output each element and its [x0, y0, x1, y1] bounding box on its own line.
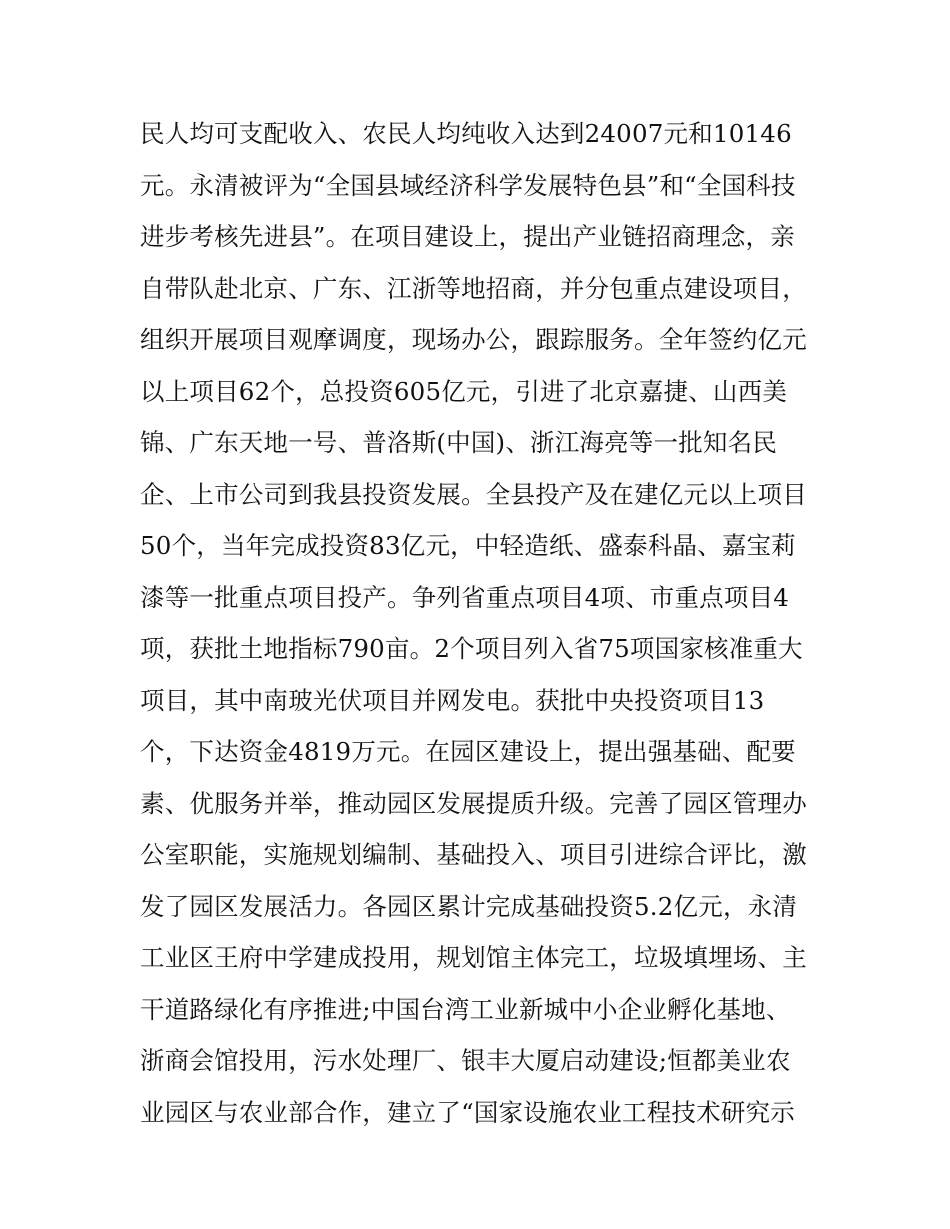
- text-line-1: 民人均可支配收入、农民人均纯收入达到24007元和10146: [140, 119, 792, 148]
- text-line-18: 干道路绿化有序推进;中国台湾工业新城中小企业孵化基地、: [140, 994, 791, 1024]
- text-line-3: 进步考核先进县”。在项目建设上，提出产业链招商理念，亲: [140, 222, 795, 251]
- body-paragraph: [140, 108, 820, 1138]
- text-line-8: 企、上市公司到我县投资发展。全县投产及在建亿元以上项目: [140, 479, 807, 509]
- text-line-4: 自带队赴北京、广东、江浙等地招商，并分包重点建设项目，: [140, 273, 807, 303]
- text-line-5: 组织开展项目观摩调度，现场办公，跟踪服务。全年签约亿元: [140, 325, 807, 354]
- text-line-20: 业园区与农业部合作，建立了“国家设施农业工程技术研究示: [140, 1097, 795, 1127]
- text-line-6: 以上项目62个，总投资605亿元，引进了北京嘉捷、山西美: [140, 376, 788, 406]
- text-line-13: 个，下达资金4819万元。在园区建设上，提出强基础、配要: [140, 737, 796, 766]
- text-line-9: 50个，当年完成投资83亿元，中轻造纸、盛泰科晶、嘉宝莉: [140, 531, 796, 560]
- text-line-7: 锦、广东天地一号、普洛斯(中国)、浙江海亮等一批知名民: [140, 428, 778, 457]
- text-line-11: 项，获批土地指标790亩。2个项目列入省75项国家核准重大: [140, 634, 803, 663]
- text-line-17: 工业区王府中学建成投用，规划馆主体完工，垃圾填埋场、主: [140, 943, 807, 972]
- text-line-2: 元。永清被评为“全国县域经济科学发展特色县”和“全国科技: [140, 170, 796, 200]
- text-line-15: 公室职能，实施规划编制、基础投入、项目引进综合评比，激: [140, 840, 807, 869]
- text-line-19: 浙商会馆投用，污水处理厂、银丰大厦启动建设;恒都美业农: [140, 1046, 791, 1075]
- text-line-12: 项目，其中南玻光伏项目并网发电。获批中央投资项目13: [140, 685, 765, 715]
- text-line-16: 发了园区发展活力。各园区累计完成基础投资5.2亿元，永清: [140, 891, 798, 921]
- text-line-14: 素、优服务并举，推动园区发展提质升级。完善了园区管理办: [140, 788, 807, 818]
- text-line-10: 漆等一批重点项目投产。争列省重点项目4项、市重点项目4: [140, 582, 790, 612]
